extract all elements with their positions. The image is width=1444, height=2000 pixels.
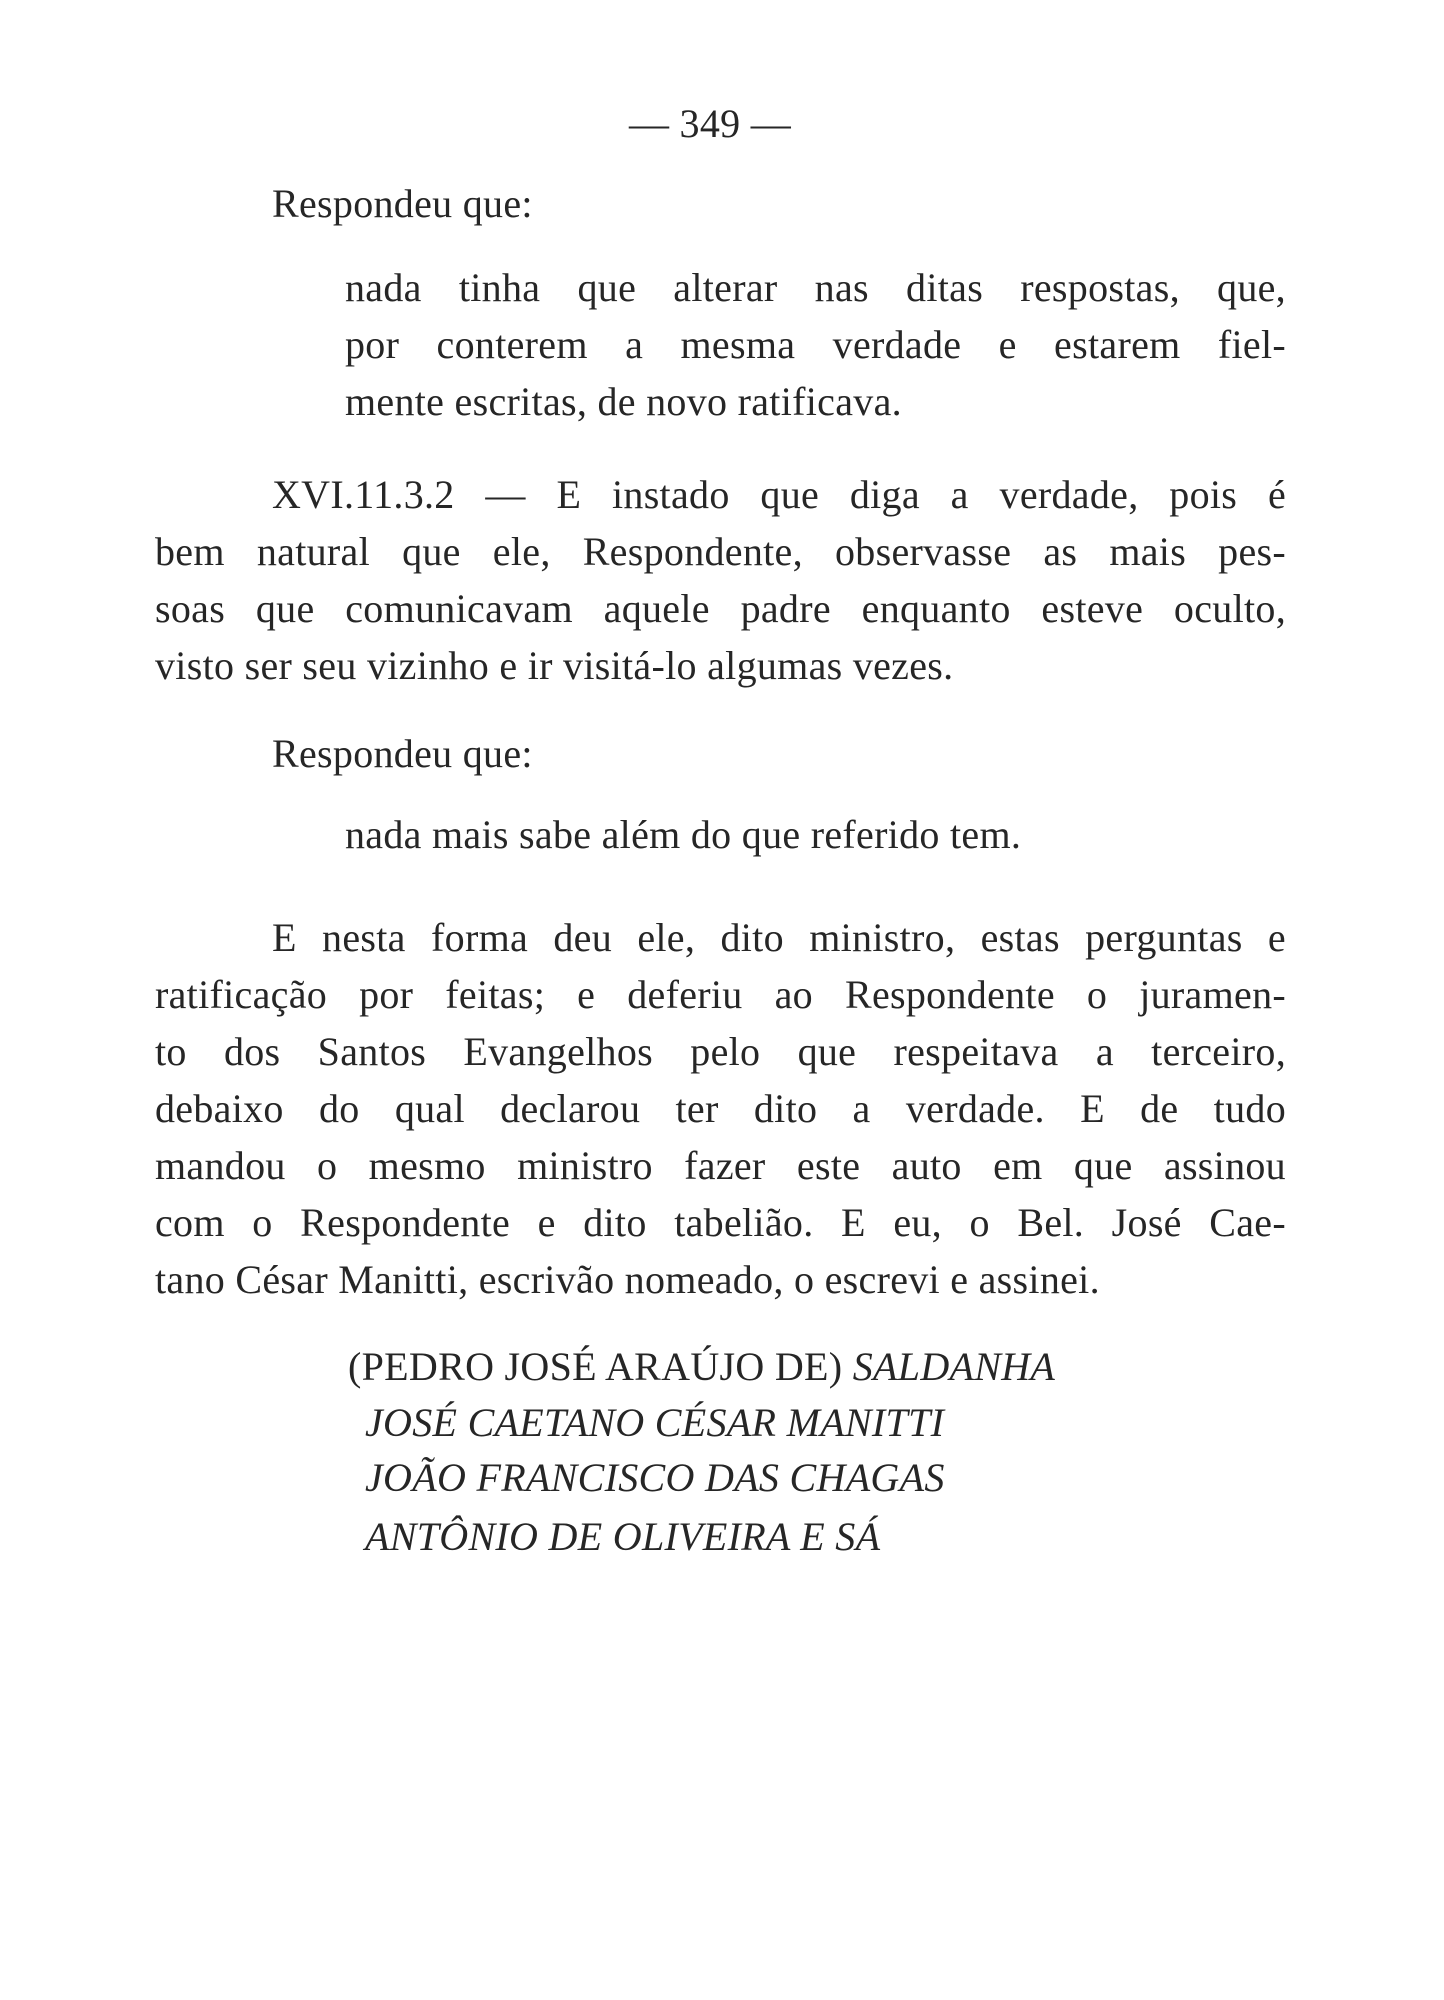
signature-manitti: JOSÉ CAETANO CÉSAR MANITTI [365,1400,945,1445]
page-number: — 349 — [628,101,792,146]
signature-chagas: JOÃO FRANCISCO DAS CHAGAS [365,1455,945,1500]
signature-saldanha [348,1338,1055,1395]
question-line: XVI.11.3.2 — E instado que diga a verdade, pois é [272,472,1286,517]
respondeu-label-1: Respondeu que: [272,181,533,226]
answer-line: mente escritas, de novo ratificava. [345,379,902,424]
closing-line: ratificação por feitas; e deferiu ao Respondente o juramen- [155,972,1286,1017]
question-line: soas que comunicavam aquele padre enquanto esteve oculto, [155,586,1286,631]
answer-line: por conterem a mesma verdade e estarem fiel- [345,322,1286,367]
signature-name: SALDANHA [852,1344,1056,1389]
closing-line: E nesta forma deu ele, dito ministro, estas perguntas e [272,915,1286,960]
closing-line: tano César Manitti, escrivão nomeado, o escrevi e assinei. [155,1257,1100,1302]
signature-oliveira: ANTÔNIO DE OLIVEIRA E SÁ [365,1514,881,1559]
answer-line: nada mais sabe além do que referido tem. [345,812,1022,857]
answer-line: nada tinha que alterar nas ditas respostas, que, [345,265,1286,310]
closing-line: to dos Santos Evangelhos pelo que respeitava a terceiro, [155,1029,1286,1074]
respondeu-label-2: Respondeu que: [272,731,533,776]
signature-prefix: (PEDRO JOSÉ ARAÚJO DE) [348,1344,843,1389]
closing-line: mandou o mesmo ministro fazer este auto em que assinou [155,1143,1286,1188]
question-line: bem natural que ele, Respondente, observasse as mais pes- [155,529,1286,574]
closing-line: debaixo do qual declarou ter dito a verdade. E de tudo [155,1086,1286,1131]
closing-line: com o Respondente e dito tabelião. E eu, o Bel. José Cae- [155,1200,1286,1245]
question-line: visto ser seu vizinho e ir visitá-lo algumas vezes. [155,643,954,688]
